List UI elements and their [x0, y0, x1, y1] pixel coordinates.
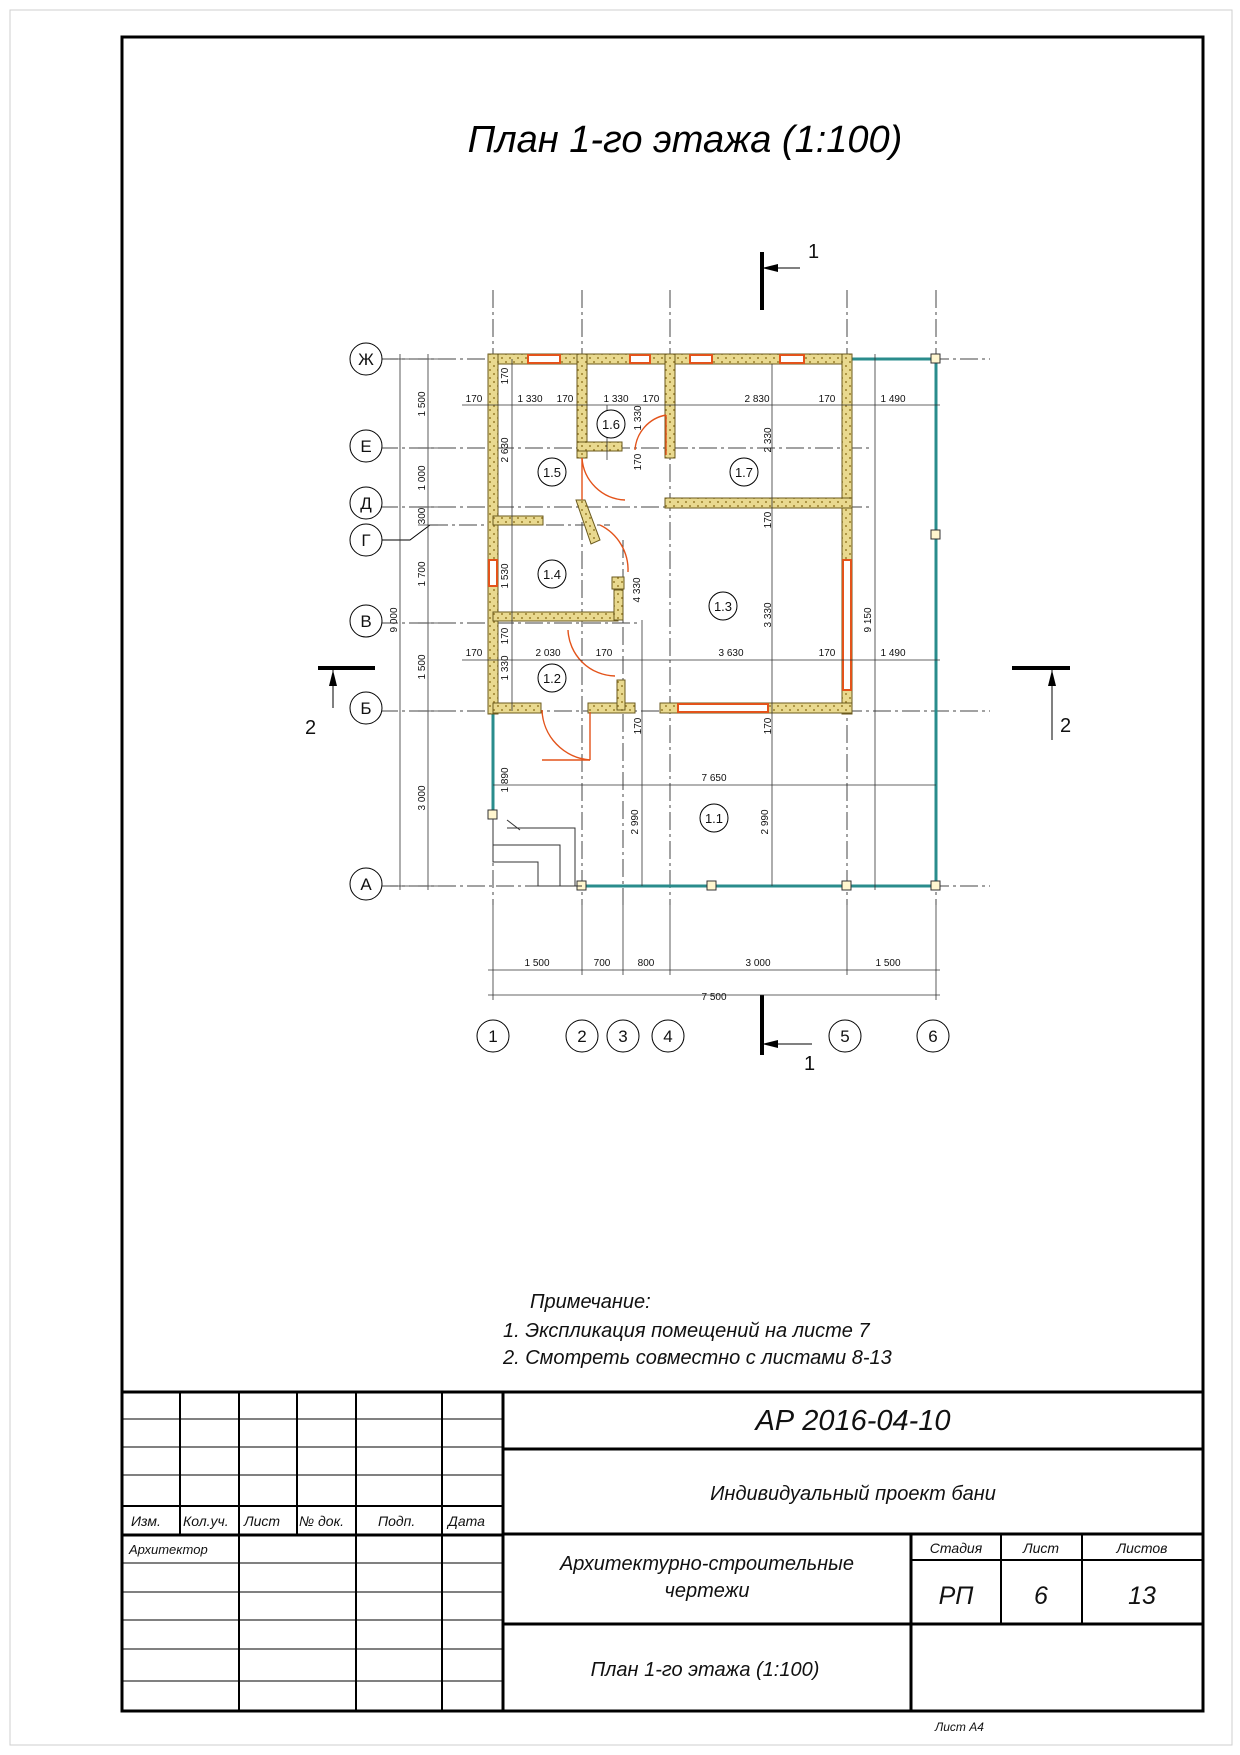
svg-text:2 030: 2 030	[535, 648, 561, 659]
sheet-title: План 1-го этажа (1:100)	[590, 1659, 820, 1681]
axis-marker-2	[566, 1020, 598, 1052]
svg-text:1 330: 1 330	[603, 394, 629, 405]
svg-text:1 500: 1 500	[875, 958, 901, 969]
svg-text:170: 170	[642, 394, 660, 405]
svg-text:1 330: 1 330	[633, 405, 644, 431]
project-code: АР 2016-04-10	[755, 1405, 951, 1437]
svg-text:1 330: 1 330	[517, 394, 543, 405]
svg-text:5: 5	[840, 1027, 850, 1046]
svg-text:1.2: 1.2	[542, 671, 562, 686]
room-1-4	[538, 560, 566, 588]
axis-marker-v	[350, 605, 382, 637]
svg-text:2 990: 2 990	[630, 809, 641, 835]
room-1-6	[597, 410, 625, 438]
section-name-2: чертежи	[664, 1580, 750, 1602]
svg-text:1 330: 1 330	[500, 655, 511, 681]
notes-line-2: 2. Смотреть совместно с листами 8-13	[503, 1347, 892, 1369]
svg-text:1.3: 1.3	[713, 599, 733, 614]
svg-text:3 000: 3 000	[417, 785, 428, 811]
title-block-texts	[128, 1405, 1167, 1734]
svg-text:170: 170	[465, 648, 483, 659]
svg-text:3 000: 3 000	[745, 958, 771, 969]
svg-text:1 500: 1 500	[417, 391, 428, 417]
svg-text:1 890: 1 890	[500, 767, 511, 793]
svg-text:Ж: Ж	[358, 350, 374, 369]
svg-text:1.5: 1.5	[542, 465, 562, 480]
svg-text:2: 2	[1060, 715, 1072, 737]
svg-text:9 000: 9 000	[389, 607, 400, 633]
svg-text:2 990: 2 990	[760, 809, 771, 835]
entry-stair	[493, 820, 582, 886]
svg-text:1 490: 1 490	[880, 394, 906, 405]
svg-text:170: 170	[818, 394, 836, 405]
svg-text:2: 2	[305, 717, 317, 739]
svg-text:4 330: 4 330	[632, 577, 643, 603]
sheet-label: Лист	[1022, 1540, 1060, 1556]
axis-marker-d	[350, 487, 382, 519]
svg-text:1 530: 1 530	[500, 563, 511, 589]
svg-text:170: 170	[556, 394, 574, 405]
header-podp: Подп.	[378, 1513, 416, 1529]
svg-text:9 150: 9 150	[863, 607, 874, 633]
svg-text:Г: Г	[361, 531, 371, 550]
axis-marker-5	[829, 1020, 861, 1052]
axis-marker-a	[350, 868, 382, 900]
stage-value: РП	[938, 1582, 974, 1610]
room-1-1	[700, 804, 728, 832]
section-mark-1-bottom	[762, 995, 815, 1075]
svg-text:3 330: 3 330	[763, 602, 774, 628]
svg-text:2 830: 2 830	[744, 394, 770, 405]
dimension-texts	[389, 367, 906, 1003]
notes-heading: Примечание:	[530, 1291, 651, 1313]
section-name-1: Архитектурно-строительные	[559, 1553, 855, 1575]
project-name: Индивидуальный проект бани	[710, 1483, 996, 1505]
svg-text:2: 2	[577, 1027, 587, 1046]
header-data: Дата	[448, 1513, 485, 1529]
section-mark-2-right	[1012, 668, 1071, 740]
svg-text:2 330: 2 330	[763, 427, 774, 453]
drawing-title: План 1-го этажа (1:100)	[467, 119, 903, 161]
section-mark-1-top	[762, 241, 819, 310]
axis-marker-1	[477, 1020, 509, 1052]
svg-text:170: 170	[763, 717, 774, 735]
svg-text:170: 170	[500, 367, 511, 385]
svg-text:4: 4	[663, 1027, 673, 1046]
svg-text:1.1: 1.1	[704, 811, 724, 826]
sheet-value: 6	[1034, 1582, 1048, 1610]
svg-text:В: В	[360, 612, 372, 631]
svg-text:1: 1	[488, 1027, 498, 1046]
svg-text:3 630: 3 630	[718, 648, 744, 659]
axis-marker-4	[652, 1020, 684, 1052]
svg-text:1.7: 1.7	[734, 465, 754, 480]
axis-number-markers	[477, 1020, 949, 1052]
svg-text:1 490: 1 490	[880, 648, 906, 659]
svg-text:1: 1	[804, 1053, 816, 1075]
header-izm: Изм.	[131, 1513, 161, 1529]
header-list: Лист	[244, 1513, 281, 1529]
svg-text:2 630: 2 630	[500, 437, 511, 463]
svg-text:А: А	[360, 875, 372, 894]
svg-text:7 650: 7 650	[701, 773, 727, 784]
svg-text:170: 170	[500, 627, 511, 645]
svg-text:700: 700	[593, 958, 611, 969]
svg-text:Е: Е	[360, 437, 372, 456]
room-1-3	[709, 592, 737, 620]
sheet-outer-border	[10, 10, 1232, 1745]
header-doc: № док.	[299, 1513, 345, 1529]
axis-marker-zh	[350, 343, 382, 375]
svg-text:170: 170	[633, 453, 644, 471]
sheets-value: 13	[1128, 1582, 1156, 1610]
room-1-2	[538, 664, 566, 692]
svg-text:3: 3	[618, 1027, 628, 1046]
axis-grid	[380, 290, 990, 905]
svg-text:1.4: 1.4	[542, 567, 562, 582]
svg-text:Б: Б	[360, 699, 372, 718]
notes	[502, 1291, 892, 1369]
svg-text:170: 170	[595, 648, 613, 659]
sheet-format: Лист А4	[935, 1720, 984, 1734]
room-1-5	[538, 458, 566, 486]
svg-text:170: 170	[465, 394, 483, 405]
svg-text:800: 800	[637, 958, 655, 969]
svg-text:1 000: 1 000	[417, 465, 428, 491]
axis-marker-b	[350, 692, 382, 724]
header-kol-uch: Кол.уч.	[183, 1513, 229, 1529]
svg-text:1.6: 1.6	[601, 417, 621, 432]
axis-marker-6	[917, 1020, 949, 1052]
axis-marker-3	[607, 1020, 639, 1052]
svg-text:170: 170	[818, 648, 836, 659]
svg-text:1 700: 1 700	[417, 561, 428, 587]
svg-text:7 500: 7 500	[701, 992, 727, 1003]
sheets-label: Листов	[1116, 1540, 1168, 1556]
svg-text:170: 170	[763, 511, 774, 529]
notes-line-1: 1. Экспликация помещений на листе 7	[503, 1320, 870, 1342]
stage-label: Стадия	[929, 1540, 983, 1556]
svg-text:170: 170	[633, 717, 644, 735]
svg-text:1 500: 1 500	[417, 654, 428, 680]
svg-text:6: 6	[928, 1027, 938, 1046]
role-architect: Архитектор	[129, 1542, 208, 1557]
sheet-frame	[122, 37, 1203, 1711]
svg-text:300: 300	[417, 507, 428, 525]
svg-text:Д: Д	[360, 494, 372, 513]
axis-marker-e	[350, 430, 382, 462]
svg-text:1 500: 1 500	[524, 958, 550, 969]
svg-text:1: 1	[808, 241, 820, 263]
room-1-7	[730, 458, 758, 486]
axis-marker-g	[350, 524, 430, 556]
